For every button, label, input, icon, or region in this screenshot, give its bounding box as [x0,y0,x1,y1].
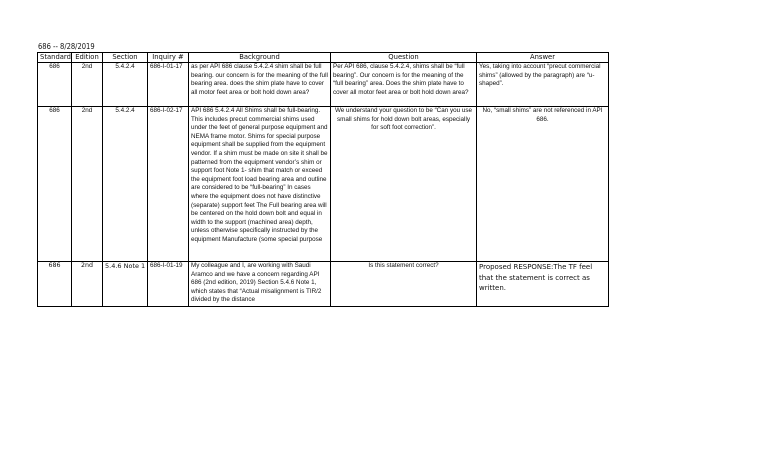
cell-edition: 2nd [72,262,103,307]
cell-standard: 686 [38,107,72,262]
cell-question [331,107,477,262]
sheet-title: 686 -- 8/28/2019 [38,42,95,51]
cell-inquiry: 686-I-02-17 [148,107,189,262]
cell-background [189,262,331,307]
background-text: My colleague and I, are working with Saudi Aramco and we have a concern regarding API 686 (2nd edition, 2019) Section 5.4.6 Note 1, which states that “Actual misalignment is TIR/2 divided by the distance [191,262,322,304]
question-text: We understand your question to be “Can you use small shims for hold down bolt areas, especially for soft foot correction”. [334,107,473,132]
background-text: API 686 5.4.2.4 All Shims shall be full-bearing. This includes precut commercial shims used under the feet of general purpose equipment and NEMA frame motor. Shims for special purpose equipment shall be supplied from the equipment vendor. If a shim must be made on site it shall be patterned from the equipment vendor’s shim or support foot Note 1- shim that match or exceed the equipment foot load bearing area and outline are considered to be “full-bearing” In cases where the equipment does not have distinctive (separate) support feet The Full bearing area will be centered on the hold down bolt and equal in width to the support (machined area) depth, unless otherwise specifically instructed by the equipment Manufacture (some special purpose [191,107,328,243]
question-text: Per API 686, clause 5.4.2.4, shims shall be “full bearing”. Our concern is for the meaning of the “full bearing” area. Does the shim plate have to cover all motor feet area or bolt hold down area? [333,63,469,96]
cell-inquiry: 686-I-01-19 [148,262,189,307]
answer-body: RESPONSE:The TF feel that the statement is correct as written. [479,263,593,292]
cell-background [189,107,331,262]
cell-question [331,262,477,307]
cell-inquiry: 686-I-01-17 [148,63,189,107]
col-header-standard: Standard [38,53,72,63]
cell-standard: 686 [38,262,72,307]
table-row [38,262,609,307]
col-header-question: Question [331,53,477,63]
answer-text [479,262,606,306]
table-row [38,107,609,262]
cell-question [331,63,477,107]
table-row [38,63,609,107]
cell-background [189,63,331,107]
cell-edition: 2nd [72,107,103,262]
col-header-answer: Answer [477,53,609,63]
cell-answer [477,107,609,262]
col-header-section: Section [103,53,148,63]
cell-standard: 686 [38,63,72,107]
question-text: Is this statement correct? [368,262,439,269]
header-row [38,53,609,63]
answer-prefix: Proposed [479,263,512,271]
cell-section: 5.4.6 Note 1 [103,262,148,307]
col-header-background: Background [189,53,331,63]
background-text: as per API 686 clause 5.4.2.4 shim shall be full bearing. our concern is for the meaning of the full bearing area. does the shim plate have to cover all motor feet area or bolt hold down area? [191,63,328,96]
answer-text: Yes, taking into account “precut commercial shims” (allowed by the paragraph) are “u-shaped”. [479,63,601,88]
cell-section: 5.4.2.4 [103,107,148,262]
cell-answer [477,63,609,107]
cell-section: 5.4.2.4 [103,63,148,107]
cell-answer [477,262,609,307]
cell-edition: 2nd [72,63,103,107]
col-header-edition: Edition [72,53,103,63]
col-header-inquiry: Inquiry # [148,53,189,63]
inquiry-table [37,52,609,307]
answer-text: No, “small shims” are not referenced in API 686. [482,107,603,123]
